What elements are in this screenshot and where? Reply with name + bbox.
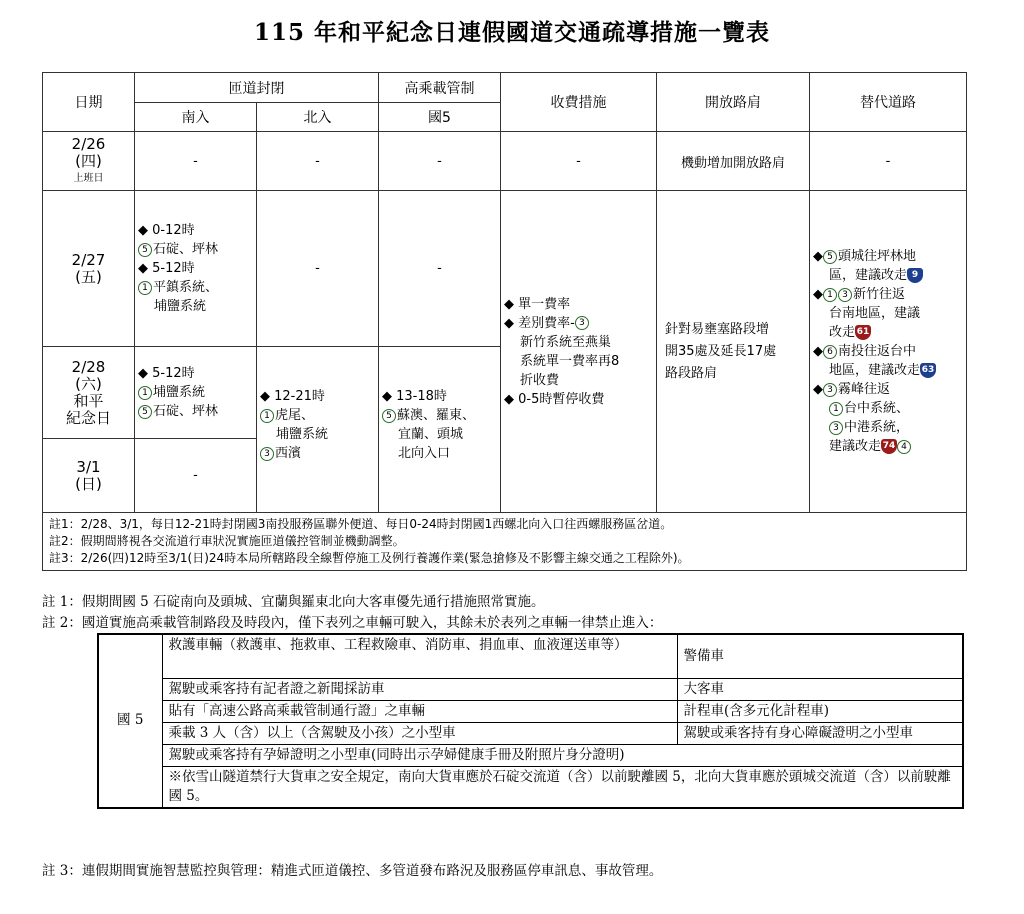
date-cell-226: 2/26 (四) 上班日 <box>43 132 135 191</box>
hov-highway-label: 國 5 <box>98 634 162 808</box>
date-cell-301: 3/1 (日) <box>43 439 135 513</box>
highway-shield-icon: 3 <box>260 447 274 461</box>
highway-shield-icon: 4 <box>897 440 911 454</box>
highway-shield-icon: 5 <box>138 405 152 419</box>
highway-shield-icon: 3 <box>575 316 589 330</box>
alt-226: - <box>810 132 967 191</box>
highway-shield-icon: 1 <box>823 288 837 302</box>
page-title: 115 年和平紀念日連假國道交通疏導措施一覽表 <box>253 19 771 46</box>
hov-row4-right: 駕駛或乘客持有身心障礙證明之小型車 <box>677 722 963 744</box>
hov-vehicle-table <box>97 633 964 809</box>
hov-227: - <box>379 191 501 347</box>
highway-shield-icon: 6 <box>823 345 837 359</box>
hov-row2-right: 大客車 <box>677 678 963 700</box>
provincial-road-shield-icon: 9 <box>907 268 923 283</box>
north-entry-227: - <box>257 191 379 347</box>
header-north-entry: 北入 <box>257 103 379 132</box>
footnote-1: 註 1：假期間國 5 石碇南向及頭城、宜蘭與羅東北向大客車優先通行措施照常實施。 <box>42 594 545 610</box>
header-south-entry: 南入 <box>135 103 257 132</box>
header-date: 日期 <box>43 73 135 132</box>
header-hov: 高乘載管制 <box>379 73 501 103</box>
header-ramp-closure: 匝道封閉 <box>135 73 379 103</box>
hov-row1-left: 救護車輛（救護車、拖救車、工程救險車、消防車、捐血車、血液運送車等） <box>162 634 677 678</box>
expressway-shield-icon: 61 <box>855 325 871 340</box>
south-entry-228: ◆ 5-12時 1 埔鹽系統 5 石碇、坪林 <box>135 347 257 439</box>
footnote-2: 註 2：國道實施高乘載管制路段及時段內，僅下表列之車輛可駛入，其餘未於表列之車輛一律禁止進入： <box>42 615 663 631</box>
highway-shield-icon: 5 <box>382 409 396 423</box>
highway-shield-icon: 1 <box>138 281 152 295</box>
hov-row2-left: 駕駛或乘客持有記者證之新聞採訪車 <box>162 678 677 700</box>
north-entry-228-301: ◆ 12-21時 1 虎尾、 埔鹽系統 3 西濱 <box>257 347 379 513</box>
south-entry-227: ◆ 0-12時 5 石碇、坪林 ◆ 5-12時 1 平鎮系統、 埔鹽系統 <box>135 191 257 347</box>
hov-row6-truck-rule: ※依雪山隧道禁行大貨車之安全規定，南向大貨車應於石碇交流道（含）以前駛離國 5，北向大貨車應於頭城交流道（含）以前駛離國 5。 <box>162 766 963 808</box>
header-shoulder: 開放路肩 <box>657 73 810 132</box>
hov-row5: 駕駛或乘客持有孕婦證明之小型車(同時出示孕婦健康手冊及附照片身分證明) <box>162 744 963 766</box>
toll-226: - <box>501 132 657 191</box>
north-entry-226: - <box>257 132 379 191</box>
header-hov-highway: 國5 <box>379 103 501 132</box>
highway-shield-icon: 1 <box>260 409 274 423</box>
header-toll: 收費措施 <box>501 73 657 132</box>
header-alternative: 替代道路 <box>810 73 967 132</box>
toll-measures: ◆ 單一費率 ◆ 差別費率- 3 新竹系統至燕巢 系統單一費率再8 折收費 ◆ 0-5時暫停收費 <box>501 191 657 513</box>
traffic-measures-table <box>42 72 967 571</box>
highway-shield-icon: 5 <box>138 243 152 257</box>
expressway-shield-icon: 74 <box>881 439 897 454</box>
shoulder-226: 機動增加開放路肩 <box>657 132 810 191</box>
highway-shield-icon: 1 <box>829 402 843 416</box>
highway-shield-icon: 1 <box>138 386 152 400</box>
provincial-road-shield-icon: 63 <box>920 363 936 378</box>
hov-row4-left: 乘載 3 人（含）以上（含駕駛及小孩）之小型車 <box>162 722 677 744</box>
date-cell-227: 2/27 (五) <box>43 191 135 347</box>
highway-shield-icon: 3 <box>829 421 843 435</box>
highway-shield-icon: 5 <box>823 250 837 264</box>
hov-row3-right: 計程車(含多元化計程車) <box>677 700 963 722</box>
south-entry-301: - <box>135 439 257 513</box>
hov-row3-left: 貼有「高速公路高乘載管制通行證」之車輛 <box>162 700 677 722</box>
south-entry-226: - <box>135 132 257 191</box>
hov-226: - <box>379 132 501 191</box>
hov-row1-right: 警備車 <box>677 634 963 678</box>
date-cell-228: 2/28 (六) 和平 紀念日 <box>43 347 135 439</box>
hov-228-301: ◆ 13-18時 5 蘇澳、羅東、 宜蘭、頭城 北向入口 <box>379 347 501 513</box>
footnote-3: 註 3：連假期間實施智慧監控與管理：精進式匝道儀控、多管道發布路況及服務區停車訊息、事故管理。 <box>42 863 663 879</box>
highway-shield-icon: 3 <box>823 383 837 397</box>
alternative-roads: ◆ 5 頭城往坪林地 區，建議改走 9 ◆ 1 3 新竹往返 台南地區，建議 改走 61 ◆ 6 南投往返台中 地區，建議改走 63 ◆ 3 霧峰往返 1 台中系統、 3 中港系統， 建議改走 74 4 <box>810 191 967 513</box>
shoulder-measures: 針對易壅塞路段增 開35處及延長17處 路段路肩 <box>657 191 810 513</box>
table-notes: 註1：2/28、3/1，每日12-21時封閉國3南投服務區聯外便道、每日0-24時封閉國1西螺北向入口往西螺服務區岔道。 註2：假期間將視各交流道行車狀況實施匝道儀控管制並機動調整。 註3：2/26(四)12時至3/1(日)24時本局所轄路段全線暫停施工及例行養護作業(緊急搶修及不影響主線交通之工程除外)。 <box>43 513 967 571</box>
highway-shield-icon: 3 <box>838 288 852 302</box>
